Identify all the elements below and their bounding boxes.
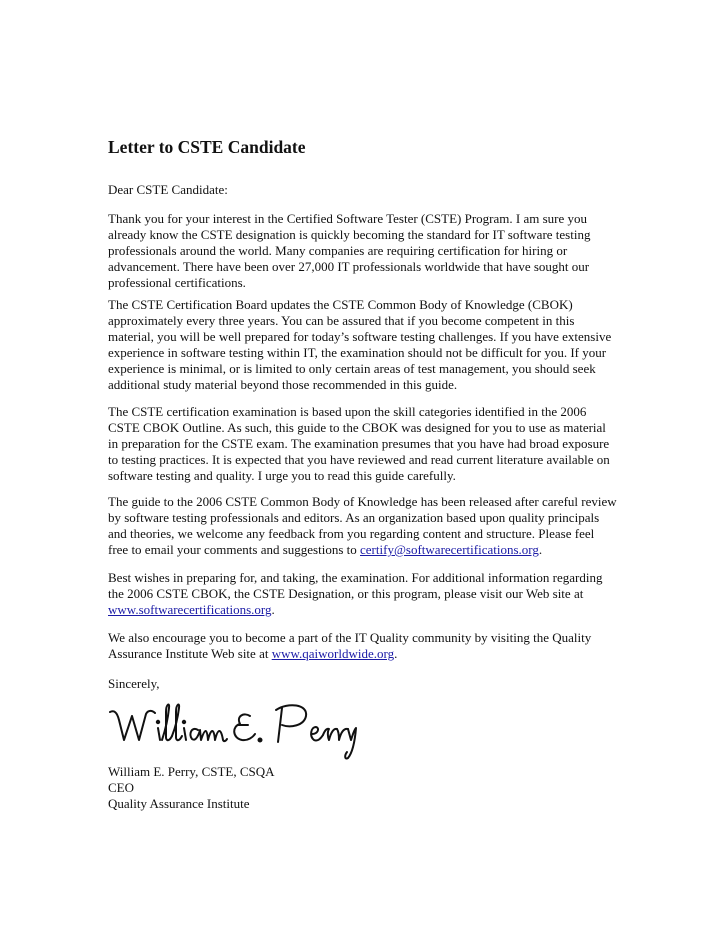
paragraph-line: We also encourage you to become a part of the IT Quality community by visiting the Quality — [108, 630, 592, 645]
paragraph-line: approximately every three years. You can be assured that if you become competent in this — [108, 313, 575, 328]
paragraph-line — [108, 646, 648, 662]
paragraph-line: already know the CSTE designation is quickly becoming the standard for IT software testing — [108, 227, 591, 242]
paragraph-line: material, you will be well prepared for today’s software testing challenges. If you have extensive — [108, 329, 612, 344]
signature — [108, 698, 358, 760]
email-prefix: free to email your comments and suggestions to — [108, 542, 361, 557]
paragraph-line: professionals around the world. Many companies are requiring certification for hiring or — [108, 243, 568, 258]
paragraph-line — [108, 542, 648, 558]
paragraph-feedback — [108, 494, 648, 558]
paragraph-line: experience in software testing within IT, the examination should not be difficult for you. If your — [108, 345, 607, 360]
paragraph-line: software testing and quality. I urge you to read this guide carefully. — [108, 468, 456, 483]
paragraph-line: in preparation for the CSTE exam. The examination presumes that you have had broad exposure — [108, 436, 610, 451]
paragraph-line: CSTE CBOK Outline. As such, this guide to the CBOK was designed for you to use as material — [108, 420, 606, 435]
link-suffix: . — [271, 602, 275, 617]
signer-block — [108, 764, 648, 812]
paragraph-line: The guide to the 2006 CSTE Common Body of Knowledge has been released after careful review — [108, 494, 617, 509]
paragraph-line: and theories, we welcome any feedback from you regarding content and structure. Please feel — [108, 526, 595, 541]
closing — [108, 676, 648, 692]
signer-organization: Quality Assurance Institute — [108, 796, 250, 811]
paragraph-line: professional certifications. — [108, 275, 246, 290]
link-prefix: Assurance Institute Web site at — [108, 646, 272, 661]
paragraph-line: The CSTE Certification Board updates the CSTE Common Body of Knowledge (CBOK) — [108, 297, 573, 312]
qaiworldwide-link[interactable]: www.qaiworldwide.org — [271, 646, 395, 661]
paragraph-line: Best wishes in preparing for, and taking, the examination. For additional information regarding — [108, 570, 603, 585]
paragraph-cbok-updates — [108, 297, 648, 393]
link-suffix: . — [394, 646, 398, 661]
paragraph-examination — [108, 404, 648, 484]
paragraph-line: to testing practices. It is expected that you have reviewed and read current literature available on — [108, 452, 610, 467]
paragraph-line: advancement. There have been over 27,000 IT professionals worldwide that have sought our — [108, 259, 590, 274]
email-suffix: . — [538, 542, 543, 557]
signer-title: CEO — [108, 780, 134, 795]
paragraph-line: experience is minimal, or is limited to only certain areas of test management, you should seek — [108, 361, 596, 376]
paragraph-line — [108, 602, 648, 618]
softwarecertifications-link[interactable]: www.softwarecertifications.org — [108, 602, 272, 617]
signer-name: William E. Perry, CSTE, CSQA — [108, 764, 275, 779]
paragraph-line: Thank you for your interest in the Certified Software Tester (CSTE) Program. I am sure you — [108, 211, 588, 226]
letter-title: Letter to CSTE Candidate — [108, 137, 306, 157]
email-link[interactable]: certify@softwarecertifications.org — [360, 542, 539, 557]
paragraph-line: The CSTE certification examination is based upon the skill categories identified in the 2006 — [108, 404, 587, 419]
salutation-text: Dear CSTE Candidate: — [108, 182, 228, 197]
paragraph-community — [108, 630, 648, 662]
closing-text: Sincerely, — [108, 676, 160, 691]
paragraph-best-wishes — [108, 570, 648, 618]
paragraph-intro — [108, 211, 648, 291]
paragraph-line: the 2006 CSTE CBOK, the CSTE Designation, or this program, please visit our Web site at — [108, 586, 584, 601]
paragraph-line: additional study material beyond those recommended in this guide. — [108, 377, 458, 392]
paragraph-line: by software testing professionals and editors. As an organization based upon quality principals — [108, 510, 600, 525]
salutation — [108, 182, 648, 198]
